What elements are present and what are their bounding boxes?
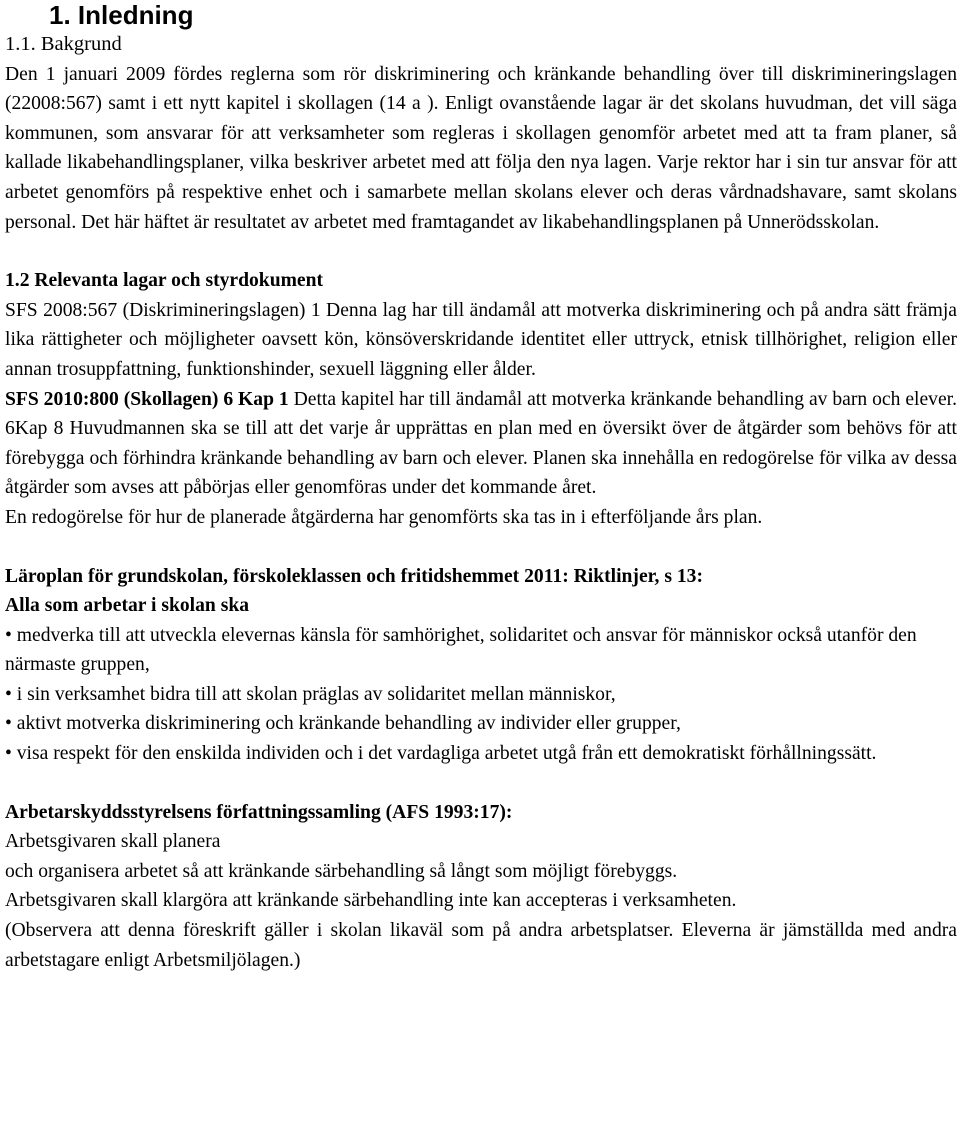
sfs-skollagen-text: Detta kapitel har till ändamål att motverka kränkande behandling av barn och elever. 6Kap 8 Huvudmannen ska se till att det varje år upprättas en plan med en översikt över de åtgärder som behövs för att förebygga och förhindra kränkande behandling av barn och elever. Planen ska innehålla en redogörelse för vilka av dessa åtgärder som avses att påbörjas eller genomföras under det kommande året. bbox=[5, 388, 957, 499]
sfs-skollagen-redogorelse: En redogörelse för hur de planerade åtgärderna har genomförts ska tas in i efterföljande års plan. bbox=[5, 506, 763, 528]
sfs-skollagen-paragraph bbox=[5, 385, 957, 503]
bakgrund-paragraph: Den 1 januari 2009 fördes reglerna som rör diskriminering och kränkande behandling över till diskrimineringslagen (22008:567) samt i ett nytt kapitel i skollagen (14 a ). Enligt ovanstående lagar är det skolans huvudman, det vill säga kommunen, som ansvarar för att verksamheter som regleras i skollagen genomför arbetet med att ta fram planer, så kallade likabehandlingsplaner, vilka beskriver arbetet med att följa den nya lagen. Varje rektor har i sin tur ansvar för att arbetet genomförs på respektive enhet och i samarbete mellan skolans elever och deras vårdnadshavare, samt skolans personal. Det här häftet är resultatet av arbetet med framtagandet av likabehandlingsplanen på Unnerödsskolan. bbox=[5, 63, 957, 233]
afs-heading: Arbetarskyddsstyrelsens författningssamling (AFS 1993:17): bbox=[5, 801, 513, 823]
afs-line: och organisera arbetet så att kränkande särbehandling så långt som möjligt förebyggs. bbox=[5, 860, 678, 882]
spacer bbox=[5, 237, 957, 266]
subsection-heading-lagar: 1.2 Relevanta lagar och styrdokument bbox=[5, 270, 324, 292]
document-page bbox=[5, 0, 957, 975]
laroplan-heading: Läroplan för grundskolan, förskoleklassen och fritidshemmet 2011: Riktlinjer, s 13: bbox=[5, 565, 703, 587]
laroplan-list-item: • aktivt motverka diskriminering och kränkande behandling av individer eller grupper, bbox=[5, 713, 681, 735]
laroplan-list-item: • visa respekt för den enskilda individen och i det vardagliga arbetet utgå från ett demokratiskt förhållningssätt. bbox=[5, 743, 877, 765]
afs-line: Arbetsgivaren skall planera bbox=[5, 831, 221, 853]
afs-line: Arbetsgivaren skall klargöra att kränkande särbehandling inte kan accepteras i verksamheten. bbox=[5, 890, 737, 912]
laroplan-subheading: Alla som arbetar i skolan ska bbox=[5, 595, 250, 617]
subsection-heading-bakgrund: 1.1. Bakgrund bbox=[5, 33, 122, 55]
afs-note: (Observera att denna föreskrift gäller i skolan likaväl som på andra arbetsplatser. Eleverna är jämställda med andra arbetstagare enligt Arbetsmiljölagen.) bbox=[5, 920, 957, 971]
spacer bbox=[5, 769, 957, 798]
laroplan-list-item: • medverka till att utveckla elevernas känsla för samhörighet, solidaritet och ansvar för människor också utanför den närmaste gruppen, bbox=[5, 624, 917, 676]
sfs-diskrimineringslagen-paragraph: SFS 2008:567 (Diskrimineringslagen) 1 Denna lag har till ändamål att motverka diskriminering och på andra sätt främja lika rättigheter och möjligheter oavsett kön, könsöverskridande identitet eller uttryck, etnisk tillhörighet, religion eller annan trosuppfattning, funktionshinder, sexuell läggning eller ålder. bbox=[5, 299, 957, 380]
sfs-skollagen-reference: SFS 2010:800 (Skollagen) 6 Kap 1 bbox=[5, 388, 289, 410]
laroplan-list-item: • i sin verksamhet bidra till att skolan präglas av solidaritet mellan människor, bbox=[5, 683, 616, 705]
spacer bbox=[5, 533, 957, 562]
section-heading-inledning: 1. Inledning bbox=[49, 0, 194, 30]
